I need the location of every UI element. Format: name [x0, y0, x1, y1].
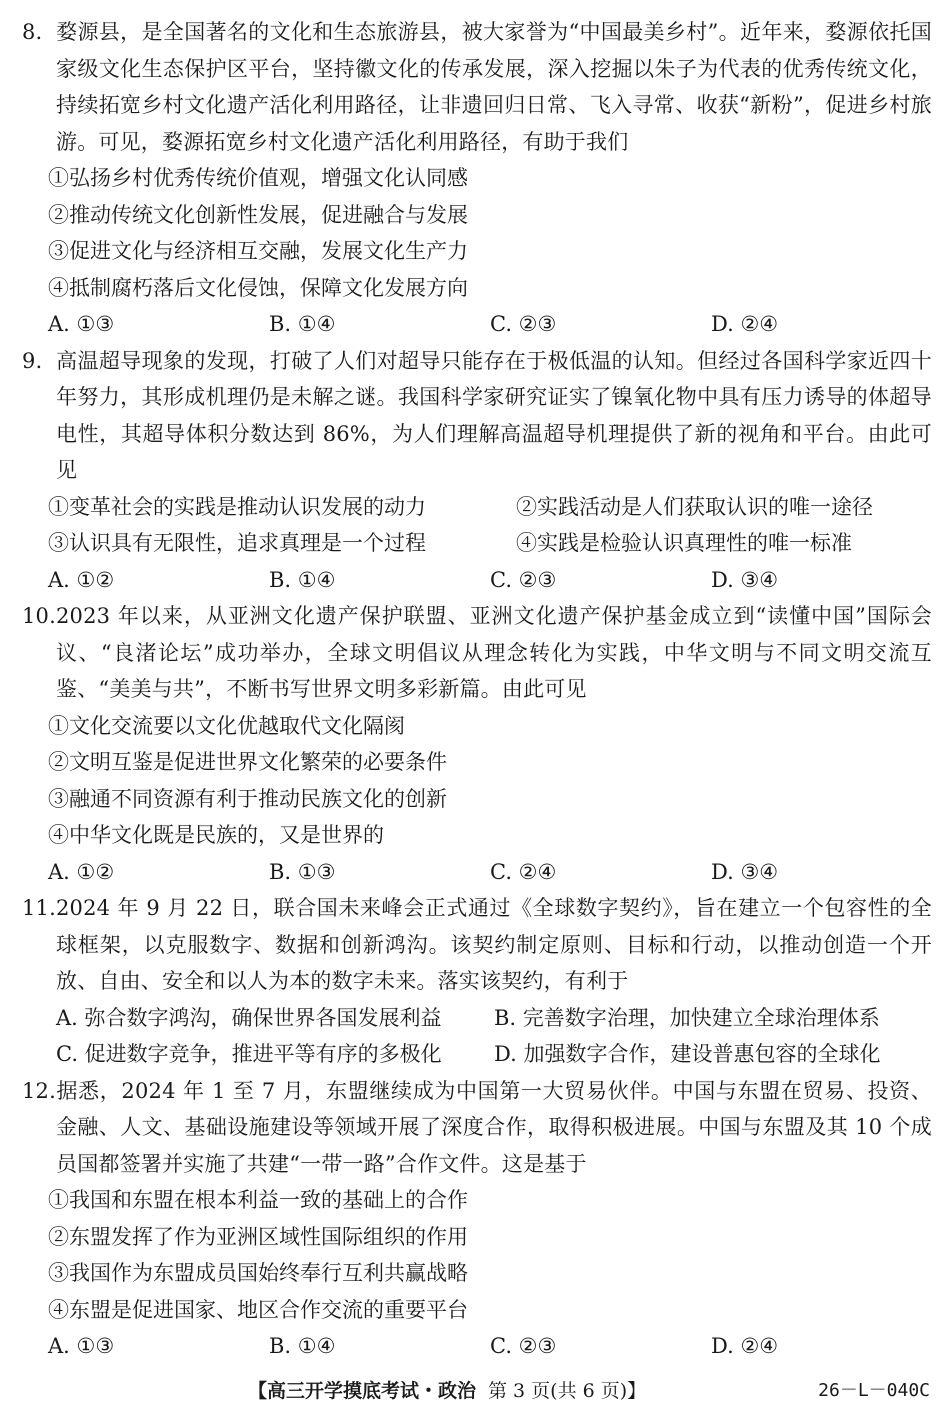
option-a[interactable]: A. ①② [48, 859, 115, 884]
option-b[interactable]: B. ①③ [269, 859, 336, 884]
question-stem [22, 1073, 932, 1183]
answer-options [22, 562, 932, 599]
answer-options [22, 854, 932, 891]
question-stem [22, 890, 932, 1000]
option-c[interactable]: C. 促进数字竞争，推进平等有序的多极化 [56, 1042, 442, 1066]
answer-options-row [22, 1000, 932, 1037]
option-b[interactable]: B. ①④ [269, 312, 336, 336]
answer-options-row [22, 1036, 932, 1073]
question-8 [22, 14, 932, 343]
statement-2: ②东盟发挥了作为亚洲区域性国际组织的作用 [48, 1224, 468, 1249]
statement-3: ③认识具有无限性，追求真理是一个过程 [48, 531, 426, 555]
statement-4: ④中华文化既是民族的，又是世界的 [48, 823, 384, 847]
question-text: 高温超导现象的发现，打破了人们对超导只能存在于极低温的认知。但经过各国科学家近四十年努力，其形成机理仍是未解之谜。我国科学家研究证实了镍氧化物中具有压力诱导的体超导电性，其超导体积分数达到 86%，为人们理解高温超导机理提供了新的视角和平台。由此可见 [56, 348, 932, 482]
answer-options [22, 1328, 932, 1365]
question-text: 据悉，2024 年 1 至 7 月，东盟继续成为中国第一大贸易伙伴。中国与东盟在贸易、投资、金融、人文、基础设施建设等领域开展了深度合作，取得积极进展。中国与东盟及其 10 个成员国都签署并实施了共建“一带一路”合作文件。这是基于 [56, 1078, 932, 1176]
statement-3: ③融通不同资源有利于推动民族文化的创新 [48, 786, 447, 811]
option-b[interactable]: B. 完善数字治理，加快建立全球治理体系 [494, 1005, 880, 1030]
statement-2: ②推动传统文化创新性发展，促进融合与发展 [48, 202, 468, 227]
option-a[interactable]: A. ①③ [48, 312, 115, 336]
question-number: 10. [22, 604, 56, 628]
option-c[interactable]: C. ②④ [490, 859, 557, 884]
question-stem [22, 14, 932, 160]
exam-code: 26－L－040C [818, 1380, 930, 1401]
option-d[interactable]: D. 加强数字合作，建设普惠包容的全球化 [494, 1042, 881, 1066]
statement-1: ①变革社会的实践是推动认识发展的动力 [48, 494, 426, 519]
question-number: 8. [22, 20, 43, 44]
question-11 [22, 890, 932, 1073]
question-number: 12. [22, 1078, 56, 1103]
option-d[interactable]: D. ②④ [711, 312, 779, 336]
statement-2: ②文明互鉴是促进世界文化繁荣的必要条件 [48, 750, 447, 774]
option-d[interactable]: D. ③④ [711, 859, 779, 884]
statement-4: ④实践是检验认识真理性的唯一标准 [516, 531, 852, 555]
statement-4: ④抵制腐朽落后文化侵蚀，保障文化发展方向 [48, 275, 468, 300]
question-number: 11. [22, 896, 56, 920]
question-stem [22, 343, 932, 489]
question-stem [22, 598, 932, 708]
question-10 [22, 598, 932, 890]
option-c[interactable]: C. ②③ [490, 1334, 557, 1358]
statement-1: ①文化交流要以文化优越取代文化隔阂 [48, 713, 405, 738]
question-text: 2024 年 9 月 22 日，联合国未来峰会正式通过《全球数字契约》，旨在建立一个包容性的全球框架，以克服数字、数据和创新鸿沟。该契约制定原则、目标和行动，以推动创造一个开放、自由、安全和以人为本的数字未来。落实该契约，有利于 [56, 896, 932, 993]
statement-row [22, 525, 932, 562]
exam-title: 【高三开学摸底考试・政治 [248, 1380, 477, 1402]
statement-3: ③促进文化与经济相互交融，发展文化生产力 [48, 239, 468, 263]
question-number: 9. [22, 348, 43, 373]
option-a[interactable]: A. ①③ [48, 1334, 115, 1358]
option-c[interactable]: C. ②③ [490, 567, 557, 592]
option-c[interactable]: C. ②③ [490, 312, 557, 336]
option-b[interactable]: B. ①④ [269, 567, 336, 592]
exam-page [22, 14, 932, 1365]
option-d[interactable]: D. ②④ [711, 1334, 779, 1358]
answer-options [22, 306, 932, 343]
statement-2: ②实践活动是人们获取认识的唯一途径 [516, 494, 873, 519]
question-text: 2023 年以来，从亚洲文化遗产保护联盟、亚洲文化遗产保护基金成立到“读懂中国”国际会议、“良渚论坛”成功举办，全球文明倡议从理念转化为实践，中华文明与不同文明交流互鉴、“美美与共”，不断书写世界文明多彩新篇。由此可见 [56, 604, 932, 701]
question-12 [22, 1073, 932, 1365]
footer-title-block [248, 1376, 646, 1403]
statement-1: ①弘扬乡村优秀传统价值观，增强文化认同感 [48, 166, 468, 190]
statement-1: ①我国和东盟在根本利益一致的基础上的合作 [48, 1188, 468, 1212]
option-d[interactable]: D. ③④ [711, 567, 779, 592]
option-b[interactable]: B. ①④ [269, 1334, 336, 1358]
statement-row [22, 489, 932, 526]
page-number: 第 3 页(共 6 页)】 [488, 1380, 647, 1402]
statement-4: ④东盟是促进国家、地区合作交流的重要平台 [48, 1297, 468, 1322]
statement-3: ③我国作为东盟成员国始终奉行互利共赢战略 [48, 1261, 468, 1285]
option-a[interactable]: A. ①② [48, 567, 115, 592]
question-text: 婺源县，是全国著名的文化和生态旅游县，被大家誉为“中国最美乡村”。近年来，婺源依托国家级文化生态保护区平台，坚持徽文化的传承发展，深入挖掘以朱子为代表的优秀传统文化，持续拓宽乡村文化遗产活化利用路径，让非遗回归日常、飞入寻常、收获“新粉”，促进乡村旅游。可见，婺源拓宽乡村文化遗产活化利用路径，有助于我们 [56, 20, 932, 154]
option-a[interactable]: A. 弥合数字鸿沟，确保世界各国发展利益 [56, 1005, 442, 1030]
question-9 [22, 343, 932, 599]
page-footer [0, 1376, 950, 1406]
